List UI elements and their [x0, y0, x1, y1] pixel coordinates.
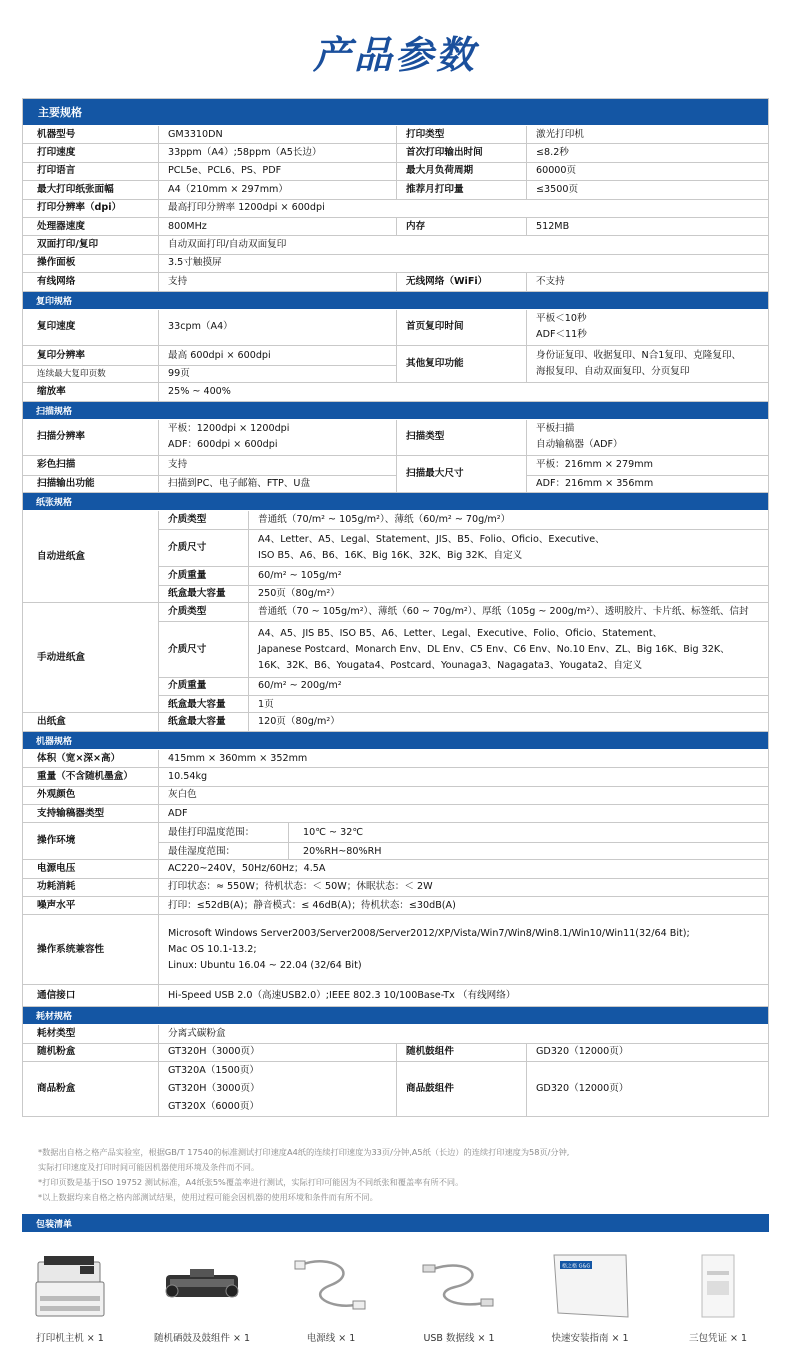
cell-text: 不支持 — [536, 275, 565, 287]
table-cell — [22, 181, 158, 198]
cell-text: GD320（12000页） — [536, 1046, 629, 1058]
table-cell — [526, 163, 769, 180]
cell-text: 最佳打印温度范围： — [168, 826, 255, 838]
table-cell — [158, 713, 248, 730]
cell-text: 耗材类型 — [37, 1028, 76, 1040]
cell-text: 415mm × 360mm × 352mm — [168, 752, 308, 764]
table-row — [22, 985, 769, 1007]
section-header: 复印规格 — [22, 292, 769, 310]
guide-booklet-icon — [524, 1250, 656, 1322]
cell-text: 复印速度 — [37, 321, 76, 333]
cell-text: 250页（80g/m²） — [258, 588, 340, 600]
cell-text: 60/m² ~ 200g/m² — [258, 680, 342, 692]
cell-text: 普通纸（70 ~ 105g/m²）、薄纸（60 ~ 70g/m²）、厚纸（105g ~ 200g/m²）、透明胶片、卡片纸、标签纸、信封 — [258, 606, 749, 618]
table-cell — [288, 823, 769, 841]
table-row — [22, 1025, 769, 1043]
table-cell — [22, 768, 158, 785]
table-cell — [22, 603, 158, 712]
table-cell — [158, 585, 248, 603]
table-row — [22, 1044, 769, 1062]
cell-text: 双面打印/复印 — [37, 239, 99, 251]
cell-text: 商品粉盒 — [37, 1083, 76, 1095]
package-item — [4, 1250, 136, 1350]
cell-text: 扫描类型 — [406, 431, 445, 443]
table-cell — [526, 475, 769, 492]
cell-text: Hi-Speed USB 2.0（高速USB2.0）;IEEE 802.3 10/100Base-Tx （有线网络） — [168, 989, 516, 1001]
table-cell — [158, 915, 769, 984]
printer-icon — [4, 1250, 136, 1322]
cell-text: 操作面板 — [37, 257, 76, 269]
cell-text: GD320（12000页） — [536, 1083, 629, 1095]
table-cell — [158, 529, 248, 566]
cell-text: GT320H（3000页） — [168, 1083, 260, 1095]
table-row — [22, 603, 769, 713]
cell-text: 介质尺寸 — [168, 542, 207, 554]
cell-text: 打印分辨率（dpi） — [37, 202, 122, 214]
table-cell — [22, 236, 158, 253]
spec-table — [22, 98, 769, 1117]
cell-text: A4、A5、JIS B5、ISO B5、A6、Letter、Legal、Executive、Folio、Oficio、Statement、 — [258, 627, 663, 639]
cell-text: 分离式碳粉盒 — [168, 1028, 226, 1040]
table-cell — [158, 273, 396, 290]
table-row — [22, 713, 769, 731]
cell-text: 最高 600dpi × 600dpi — [168, 349, 271, 361]
table-cell — [22, 255, 158, 272]
cell-text: 功耗消耗 — [37, 881, 76, 893]
table-cell — [158, 566, 248, 584]
package-list-header: 包装清单 — [22, 1214, 769, 1232]
table-cell — [22, 310, 158, 346]
table-cell — [158, 897, 769, 914]
table-cell — [22, 475, 158, 492]
cell-text: 支持 — [168, 275, 188, 287]
table-cell — [22, 915, 158, 984]
cell-text: 商品鼓组件 — [406, 1083, 454, 1095]
cell-text: 灰白色 — [168, 789, 197, 801]
table-cell — [248, 677, 769, 695]
cell-text: 3.5寸触摸屏 — [168, 257, 222, 269]
cell-text: 10.54kg — [168, 770, 208, 782]
toner-drum-icon — [136, 1250, 268, 1322]
table-cell — [248, 566, 769, 584]
cell-text: 25% ~ 400% — [168, 385, 231, 397]
table-cell — [158, 163, 396, 180]
cell-text: GT320H（3000页） — [168, 1046, 260, 1058]
table-cell — [396, 1062, 526, 1116]
table-cell — [158, 695, 248, 713]
cell-text: Mac OS 10.1-13.2; — [168, 943, 257, 955]
cell-text: 缩放率 — [37, 385, 66, 397]
cell-text: 最佳湿度范围： — [168, 845, 236, 857]
package-item — [524, 1250, 656, 1350]
table-cell — [526, 273, 769, 290]
table-row — [22, 346, 769, 383]
cell-text: Japanese Postcard、Monarch Env、DL Env、C5 Env、C6 Env、No.10 Env、ZL、Big 16K、Big 32K、 — [258, 643, 730, 655]
page-title: 产品参数 — [312, 33, 477, 77]
cell-text: 首页复印时间 — [406, 321, 464, 333]
table-cell — [158, 860, 769, 877]
section-header: 扫描规格 — [22, 402, 769, 420]
package-item-label: 随机硒鼓及鼓组件 × 1 — [153, 1333, 251, 1344]
cell-text: 打印速度 — [37, 147, 76, 159]
table-cell — [158, 420, 396, 456]
package-item-label: 三包凭证 × 1 — [688, 1333, 748, 1344]
table-cell — [22, 805, 158, 822]
table-cell — [396, 1044, 526, 1061]
table-cell — [248, 529, 769, 566]
cell-text: GT320A（1500页） — [168, 1064, 260, 1076]
table-cell — [22, 200, 158, 217]
table-cell — [248, 511, 769, 529]
package-item — [652, 1250, 784, 1350]
cell-text: 重量（不含随机墨盒） — [37, 770, 133, 782]
cell-text: 其他复印功能 — [406, 358, 464, 370]
cell-text: 1页 — [258, 698, 274, 710]
table-cell — [22, 713, 158, 730]
cell-text: 身份证复印、收据复印、N合1复印、克隆复印、 — [536, 350, 742, 362]
table-cell — [22, 879, 158, 896]
cell-text: 33ppm（A4）;58ppm（A5长边） — [168, 147, 322, 159]
cell-text: 出纸盒 — [37, 716, 66, 728]
table-cell — [396, 163, 526, 180]
cell-text: ADF：216mm × 356mm — [536, 477, 654, 489]
table-cell — [158, 750, 769, 767]
table-cell — [158, 236, 769, 253]
cell-text: 60/m² ~ 105g/m² — [258, 569, 342, 581]
cell-text: AC220~240V，50Hz/60Hz；4.5A — [168, 862, 326, 874]
cell-text: Microsoft Windows Server2003/Server2008/Server2012/XP/Vista/Win7/Win8/Win8.1/Win10/Win11(32/64 Bit); — [168, 927, 690, 939]
cell-text: 10℃ ~ 32℃ — [303, 826, 364, 838]
cell-text: 16K、32K、B6、Yougata4、Postcard、Younaga3、Nagagata3、Yougata2、自定义 — [258, 659, 643, 671]
table-cell — [396, 144, 526, 161]
package-item-label: 快速安装指南 × 1 — [551, 1333, 629, 1344]
cell-text: 随机鼓组件 — [406, 1046, 454, 1058]
section-header: 纸张规格 — [22, 493, 769, 511]
cell-text: 打印语言 — [37, 165, 76, 177]
cell-text: 扫描输出功能 — [37, 477, 95, 489]
cell-text: 普通纸（70/m² ~ 105g/m²）、薄纸（60/m² ~ 70g/m²） — [258, 514, 511, 526]
cell-text: ADF：600dpi × 600dpi — [168, 439, 278, 451]
cell-text: 推荐月打印量 — [406, 183, 464, 195]
cell-text: A4（210mm × 297mm） — [168, 183, 288, 195]
cell-text: 通信接口 — [37, 989, 76, 1001]
table-cell — [158, 346, 396, 364]
power-cable-icon — [265, 1250, 397, 1322]
table-cell — [396, 456, 526, 492]
table-cell — [526, 346, 769, 382]
table-cell — [158, 985, 769, 1006]
table-cell — [22, 985, 158, 1006]
cell-text: GT320X（6000页） — [168, 1101, 260, 1113]
cell-text: 打印状态：≈ 550W；待机状态：＜ 50W；休眠状态：＜ 2W — [168, 881, 433, 893]
table-cell — [396, 126, 526, 143]
table-cell — [158, 768, 769, 785]
cell-text: 平板＜10秒 — [536, 313, 587, 325]
package-item — [136, 1250, 268, 1350]
cell-text: 纸盒最大容量 — [168, 716, 226, 728]
table-cell — [22, 750, 158, 767]
cell-text: 自动双面打印/自动双面复印 — [168, 239, 287, 251]
package-item — [393, 1250, 525, 1350]
table-cell — [248, 621, 769, 676]
table-cell — [22, 1044, 158, 1061]
table-cell — [22, 383, 158, 400]
table-cell — [22, 365, 158, 382]
package-item-label: 打印机主机 × 1 — [36, 1333, 104, 1344]
table-row — [22, 860, 769, 878]
table-cell — [158, 1062, 396, 1116]
cell-text: 20%RH~80%RH — [303, 845, 382, 857]
table-cell — [158, 475, 396, 492]
cell-text: 无线网络（WiFi） — [406, 275, 488, 287]
table-cell — [158, 255, 769, 272]
table-cell — [158, 218, 396, 235]
table-cell — [396, 310, 526, 346]
cell-text: 外观颜色 — [37, 789, 76, 801]
cell-text: 连续最大复印页数 — [37, 368, 106, 379]
table-cell — [22, 163, 158, 180]
cell-text: 800MHz — [168, 220, 207, 232]
table-row — [22, 126, 769, 144]
cell-text: 512MB — [536, 220, 570, 232]
cell-text: 复印分辨率 — [37, 349, 85, 361]
table-cell — [22, 1025, 158, 1042]
table-cell — [526, 1044, 769, 1061]
table-cell — [22, 273, 158, 290]
cell-text: 介质尺寸 — [168, 643, 207, 655]
package-item — [265, 1250, 397, 1350]
cell-text: 处理器速度 — [37, 220, 85, 232]
table-row — [22, 897, 769, 915]
cell-text: 最大打印纸张面幅 — [37, 183, 114, 195]
table-cell — [526, 181, 769, 198]
cell-text: 介质类型 — [168, 514, 207, 526]
cell-text: ≤3500页 — [536, 183, 579, 195]
table-row — [22, 144, 769, 162]
table-row — [22, 383, 769, 401]
table-row — [22, 787, 769, 805]
table-cell — [396, 181, 526, 198]
usb-cable-icon — [393, 1250, 525, 1322]
table-row — [22, 200, 769, 218]
section-header: 耗材规格 — [22, 1007, 769, 1025]
cell-text: 体积（宽×深×高） — [37, 752, 121, 764]
table-cell — [158, 310, 396, 346]
table-cell — [158, 511, 248, 529]
table-cell — [248, 713, 769, 730]
table-cell — [396, 273, 526, 290]
table-row — [22, 236, 769, 254]
table-cell — [22, 897, 158, 914]
table-cell — [248, 603, 769, 621]
table-cell — [158, 365, 396, 382]
cell-text: 99页 — [168, 367, 190, 379]
cell-text: 打印：≤52dB(A)；静音模式：≤ 46dB(A)；待机状态：≤30dB(A) — [168, 899, 456, 911]
warranty-card-icon — [652, 1250, 784, 1322]
table-cell — [22, 787, 158, 804]
table-cell — [158, 805, 769, 822]
table-cell — [526, 1062, 769, 1116]
table-cell — [158, 181, 396, 198]
table-row — [22, 768, 769, 786]
cell-text: 介质重量 — [168, 569, 207, 581]
cell-text: 激光打印机 — [536, 128, 584, 140]
table-cell — [158, 842, 288, 860]
cell-text: 平板：216mm × 279mm — [536, 459, 653, 471]
cell-text: 有线网络 — [37, 275, 76, 287]
table-cell — [158, 126, 396, 143]
cell-text: ISO B5、A6、B6、16K、Big 16K、32K、Big 32K、自定义 — [258, 550, 523, 562]
cell-text: 120页（80g/m²） — [258, 716, 340, 728]
table-row — [22, 805, 769, 823]
guide-badge-text: 格之格 G&G — [562, 1263, 591, 1270]
footnote: *数据出自格之格产品实验室，根据GB/T 17540的标准测试打印速度A4纸的连续打印速度为33页/分钟,A5纸（长边）的连续打印速度为58页/分钟, — [38, 1147, 570, 1157]
cell-text: 手动进纸盒 — [37, 651, 85, 663]
cell-text: 纸盒最大容量 — [168, 588, 226, 600]
table-cell — [22, 511, 158, 602]
cell-text: 扫描分辨率 — [37, 431, 85, 443]
table-row — [22, 181, 769, 199]
footnotes — [38, 1145, 569, 1205]
cell-text: 机器型号 — [37, 128, 76, 140]
table-row — [22, 879, 769, 897]
table-cell — [526, 144, 769, 161]
cell-text: 最大月负荷周期 — [406, 165, 474, 177]
table-cell — [158, 621, 248, 676]
cell-text: 噪声水平 — [37, 899, 76, 911]
table-cell — [158, 603, 248, 621]
table-cell — [158, 200, 769, 217]
cell-text: 打印类型 — [406, 128, 445, 140]
table-row — [22, 750, 769, 768]
cell-text: 支持 — [168, 459, 188, 471]
table-cell — [396, 420, 526, 456]
table-row — [22, 255, 769, 273]
table-cell — [22, 218, 158, 235]
table-cell — [158, 1025, 769, 1042]
cell-text: 最高打印分辨率 1200dpi × 600dpi — [168, 202, 325, 214]
table-row — [22, 420, 769, 457]
table-row — [22, 456, 769, 493]
cell-text: 介质类型 — [168, 606, 207, 618]
cell-text: 60000页 — [536, 165, 577, 177]
cell-text: ≤8.2秒 — [536, 147, 569, 159]
cell-text: 随机粉盒 — [37, 1046, 76, 1058]
table-cell — [158, 456, 396, 474]
table-row — [22, 273, 769, 291]
section-header: 机器规格 — [22, 732, 769, 750]
section-header: 主要规格 — [22, 98, 769, 126]
table-row — [22, 511, 769, 603]
table-cell — [22, 456, 158, 474]
table-row — [22, 1062, 769, 1117]
cell-text: A4、Letter、A5、Legal、Statement、JIS、B5、Folio、Oficio、Executive、 — [258, 534, 605, 546]
table-cell — [158, 787, 769, 804]
table-cell — [22, 1062, 158, 1116]
table-row — [22, 218, 769, 236]
cell-text: 介质重量 — [168, 680, 207, 692]
cell-text: 海报复印、自动双面复印、分页复印 — [536, 366, 690, 378]
cell-text: 操作环境 — [37, 835, 76, 847]
table-cell — [288, 842, 769, 860]
table-row — [22, 310, 769, 347]
table-cell — [158, 677, 248, 695]
table-cell — [526, 310, 769, 346]
table-cell — [22, 860, 158, 877]
table-cell — [158, 144, 396, 161]
cell-text: 支持输稿器类型 — [37, 807, 105, 819]
table-cell — [526, 456, 769, 474]
cell-text: 彩色扫描 — [37, 459, 76, 471]
table-cell — [396, 346, 526, 382]
table-cell — [526, 218, 769, 235]
cell-text: 纸盒最大容量 — [168, 698, 226, 710]
cell-text: 平板：1200dpi × 1200dpi — [168, 423, 290, 435]
cell-text: 扫描到PC、电子邮箱、FTP、U盘 — [168, 477, 311, 489]
cell-text: 扫描最大尺寸 — [406, 468, 464, 480]
cell-text: PCL5e、PCL6、PS、PDF — [168, 165, 282, 177]
table-cell — [22, 346, 158, 364]
package-item-label: USB 数据线 × 1 — [423, 1333, 495, 1344]
cell-text: 电源电压 — [37, 862, 76, 874]
cell-text: Linux: Ubuntu 16.04 ~ 22.04 (32/64 Bit) — [168, 959, 362, 971]
cell-text: 自动进纸盒 — [37, 550, 85, 562]
table-cell — [526, 126, 769, 143]
cell-text: 内存 — [406, 220, 426, 232]
footnote: 实际打印速度及打印时间可能因机器使用环境及条件而不同。 — [38, 1162, 260, 1172]
cell-text: ADF＜11秒 — [536, 329, 587, 341]
table-cell — [526, 420, 769, 456]
cell-text: 平板扫描 — [536, 423, 575, 435]
table-row — [22, 915, 769, 985]
table-cell — [22, 144, 158, 161]
table-cell — [22, 823, 158, 859]
table-cell — [22, 420, 158, 456]
table-row — [22, 823, 769, 860]
footnote: *打印页数是基于ISO 19752 测试标准，A4纸张5%覆盖率进行测试，实际打印可能因为不同纸张和覆盖率有所不同。 — [38, 1177, 464, 1187]
table-cell — [22, 126, 158, 143]
table-cell — [158, 823, 288, 841]
table-cell — [158, 1044, 396, 1061]
table-cell — [396, 218, 526, 235]
cell-text: 33cpm（A4） — [168, 321, 233, 333]
table-cell — [248, 585, 769, 603]
cell-text: 操作系统兼容性 — [37, 943, 105, 955]
cell-text: 自动输稿器（ADF） — [536, 439, 623, 451]
table-row — [22, 163, 769, 181]
footnote: *以上数据均来自格之格内部测试结果，使用过程可能会因机器的使用环境和条件而有所不同。 — [38, 1192, 378, 1202]
cell-text: 首次打印输出时间 — [406, 147, 483, 159]
table-cell — [158, 879, 769, 896]
cell-text: GM3310DN — [168, 128, 223, 140]
cell-text: ADF — [168, 807, 188, 819]
table-cell — [158, 383, 769, 400]
table-cell — [248, 695, 769, 713]
package-item-label: 电源线 × 1 — [306, 1333, 356, 1344]
